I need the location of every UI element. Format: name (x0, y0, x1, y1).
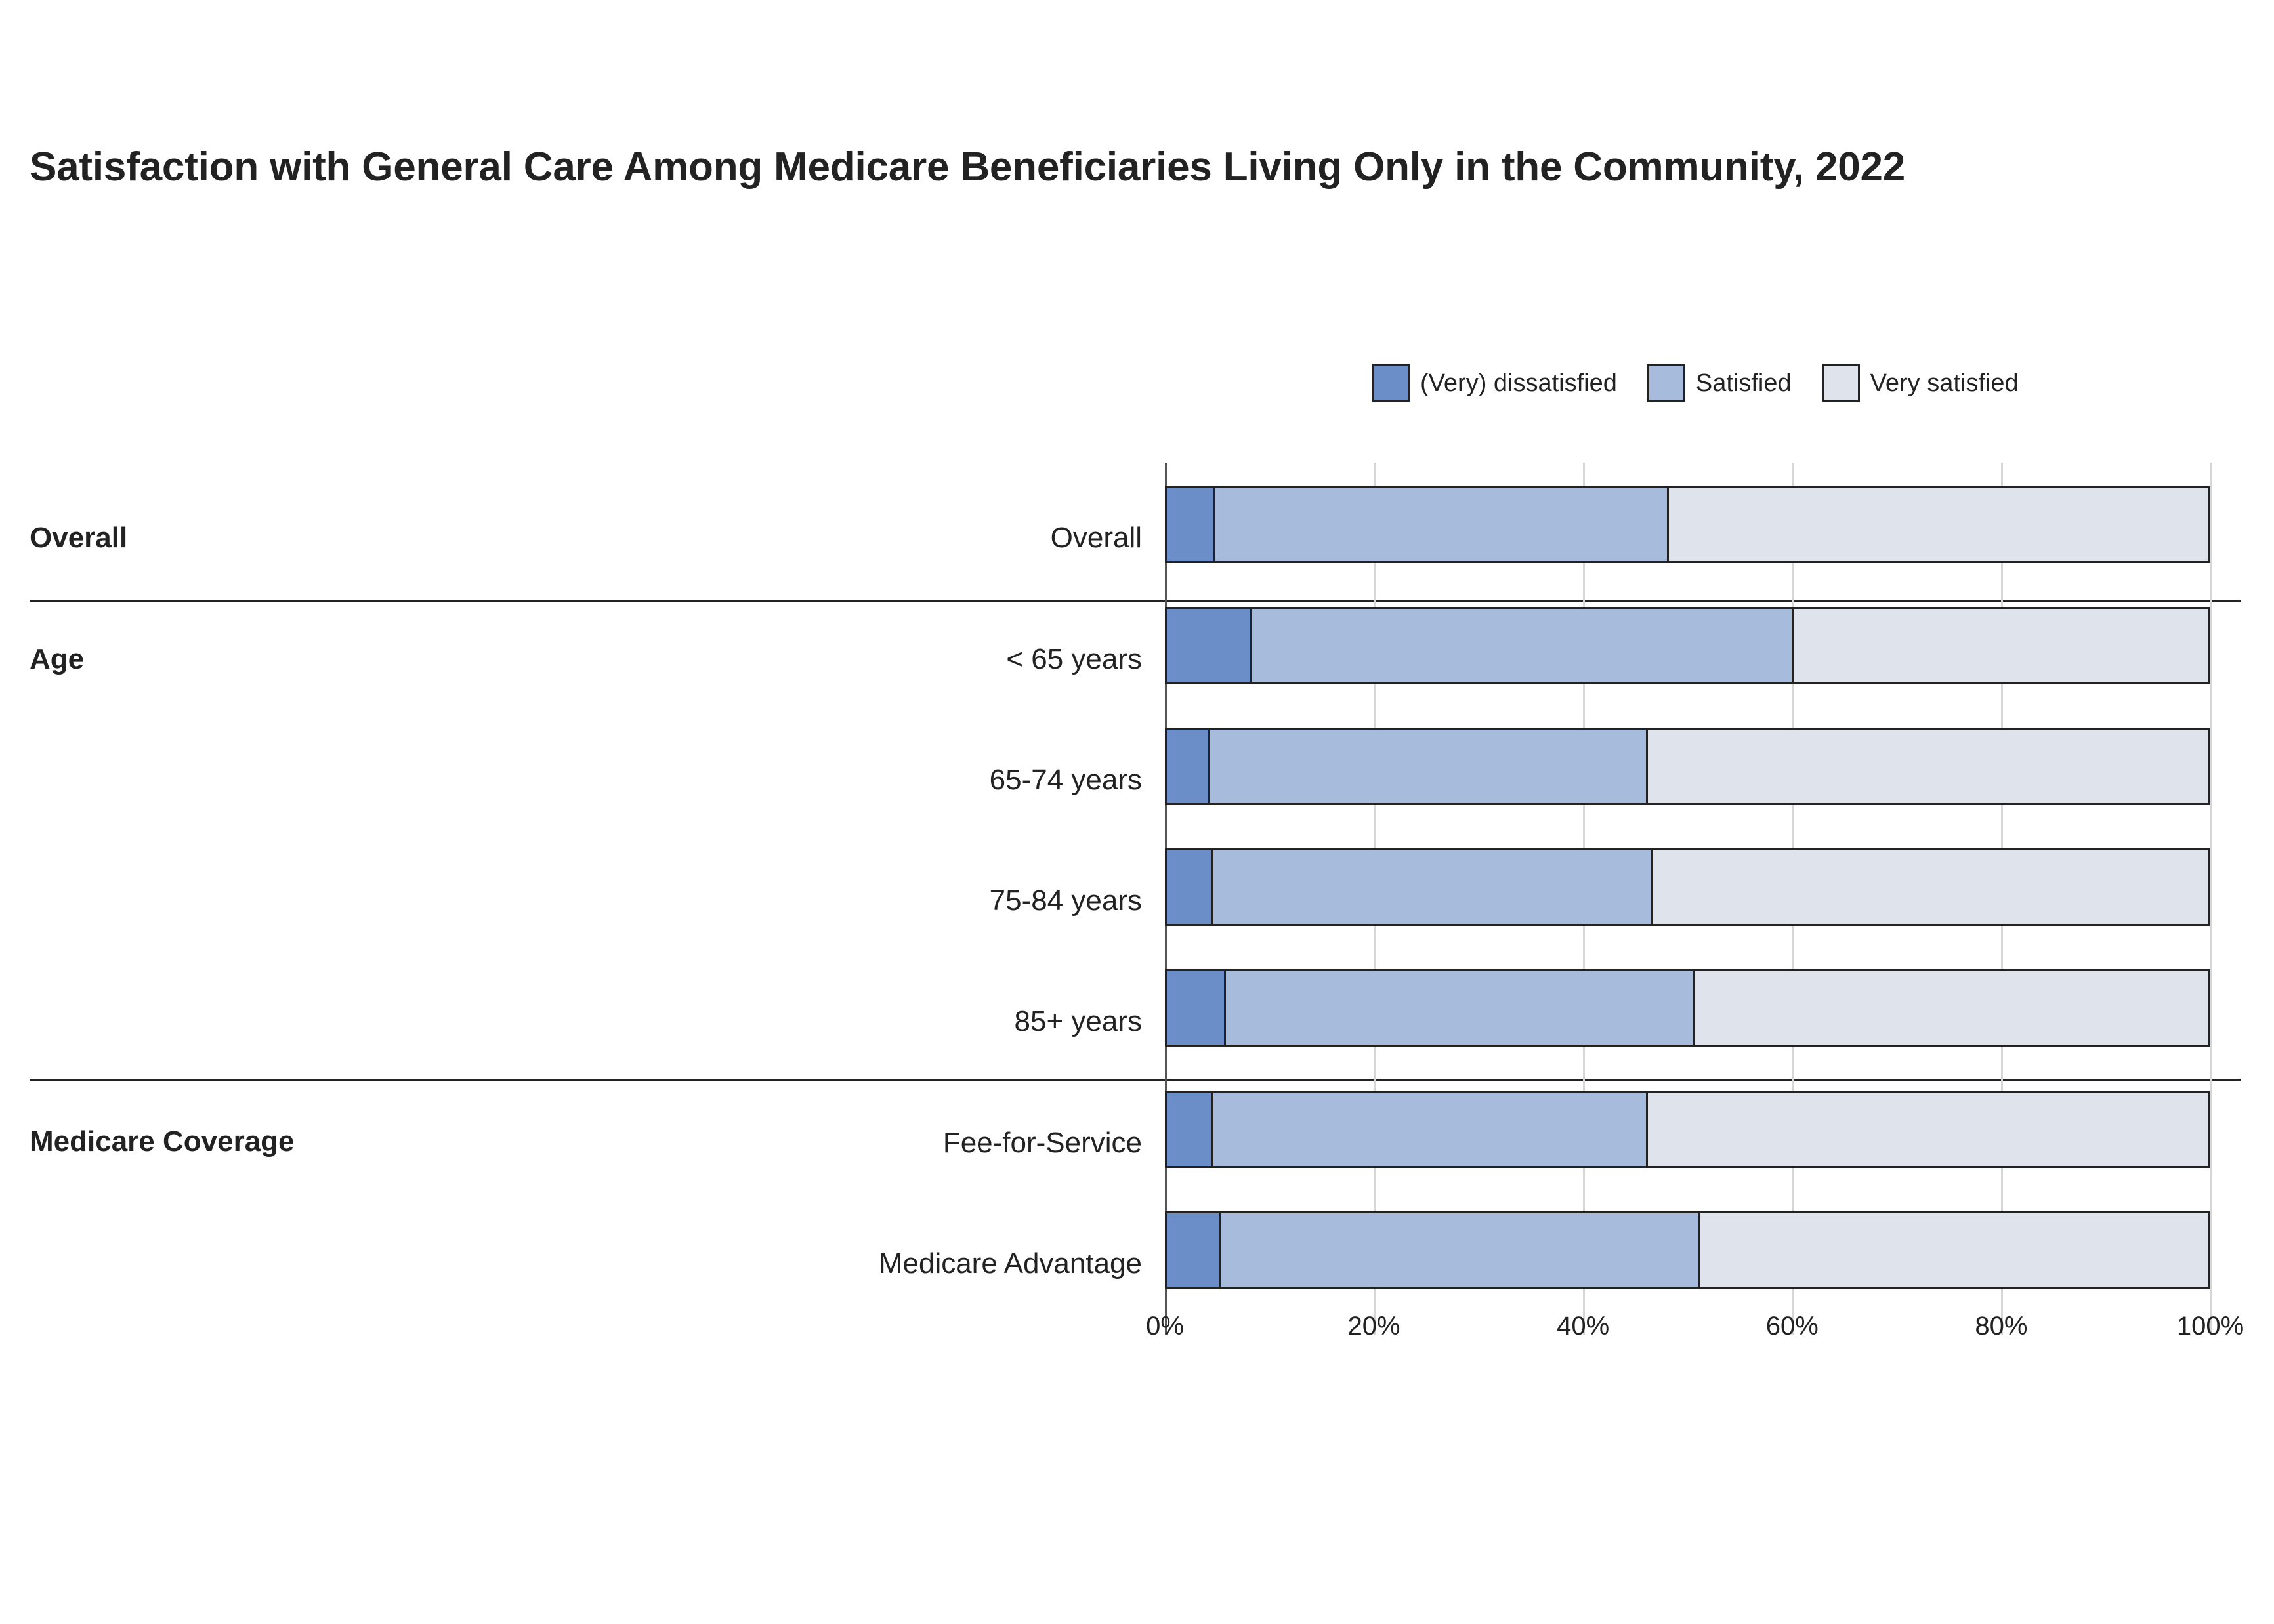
x-axis-tick-label: 80% (1975, 1312, 2028, 1341)
chart-legend (1372, 364, 2019, 402)
bar-segment (1208, 730, 1646, 803)
page-title: Satisfaction with General Care Among Medicare Beneficiaries Living Only in the Community, 2022 (30, 144, 1906, 190)
bar-segment (1693, 971, 2208, 1045)
category-label-overall: Overall (1050, 522, 1142, 554)
bar-segment (1211, 1093, 1646, 1166)
bar-segment (1213, 488, 1666, 561)
bar-row (1165, 848, 2210, 926)
bar-segment (1211, 850, 1651, 924)
bar-row (1165, 607, 2210, 684)
plot-area (1146, 463, 2244, 1341)
bar-segment (1167, 850, 1211, 924)
x-axis-tick-label: 20% (1347, 1312, 1400, 1341)
group-label-coverage: Medicare Coverage (30, 1125, 295, 1157)
bar-row (1165, 969, 2210, 1047)
group-label-age: Age (30, 643, 85, 675)
legend-swatch-dissatisfied (1372, 364, 1410, 402)
bar-segment (1224, 971, 1693, 1045)
bar-segment (1651, 850, 2208, 924)
bar-row (1165, 486, 2210, 563)
legend-label-satisfied: Satisfied (1695, 369, 1792, 397)
bar-segment (1646, 730, 2208, 803)
bar-segment (1167, 971, 1224, 1045)
legend-item-dissatisfied (1372, 364, 1617, 402)
gridline-100 (2210, 463, 2212, 1335)
bar-segment (1167, 609, 1250, 682)
bar-row (1165, 1091, 2210, 1168)
legend-item-very-satisfied (1822, 364, 2019, 402)
x-axis-tick-label: 100% (2176, 1312, 2244, 1341)
bar-segment (1667, 488, 2208, 561)
bar-row (1165, 1211, 2210, 1289)
x-axis-tick-label: 40% (1557, 1312, 1610, 1341)
bar-segment (1167, 488, 1213, 561)
legend-label-dissatisfied: (Very) dissatisfied (1420, 369, 1617, 397)
bar-segment (1167, 1093, 1211, 1166)
category-label-under-65: < 65 years (1006, 643, 1142, 675)
legend-label-very-satisfied: Very satisfied (1870, 369, 2019, 397)
x-axis-tick-label: 0% (1146, 1312, 1184, 1341)
category-label-85-plus: 85+ years (1014, 1005, 1142, 1037)
legend-swatch-very-satisfied (1822, 364, 1860, 402)
group-label-overall: Overall (30, 522, 128, 554)
legend-swatch-satisfied (1647, 364, 1685, 402)
bar-segment (1167, 1213, 1219, 1287)
category-label-medicare-advantage: Medicare Advantage (878, 1247, 1142, 1280)
bar-row (1165, 728, 2210, 805)
category-label-75-84: 75-84 years (989, 885, 1142, 917)
bar-segment (1250, 609, 1792, 682)
category-label-fee-for-service: Fee-for-Service (942, 1127, 1142, 1159)
x-axis-tick-label: 60% (1765, 1312, 1819, 1341)
legend-item-satisfied (1647, 364, 1792, 402)
bar-segment (1792, 609, 2208, 682)
bar-segment (1219, 1213, 1698, 1287)
bar-segment (1698, 1213, 2208, 1287)
bar-segment (1167, 730, 1208, 803)
category-label-65-74: 65-74 years (989, 764, 1142, 796)
bar-segment (1646, 1093, 2208, 1166)
